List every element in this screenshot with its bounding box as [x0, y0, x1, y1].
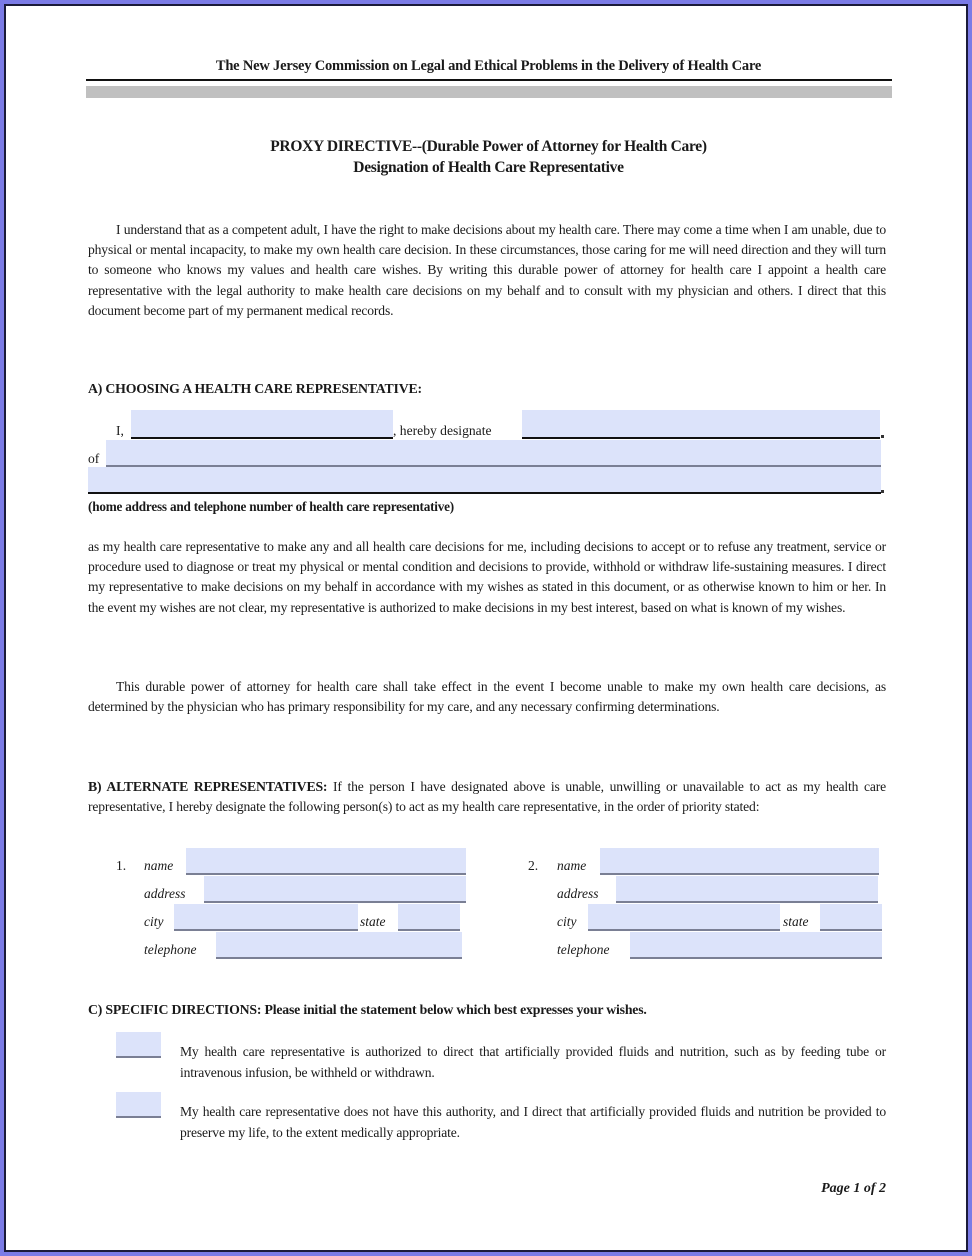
alternate-2-city-field[interactable] [588, 904, 780, 931]
alternate-1-name-label: name [144, 858, 174, 873]
alternate-1-city-field[interactable] [174, 904, 358, 931]
section-c-heading: C) SPECIFIC DIRECTIONS: Please initial the statement below which best expresses your wishes. [88, 1002, 647, 1017]
alternate-1-state-label: state [360, 914, 386, 929]
option-1-text: My health care representative is authorized to direct that artificially provided fluids and nutrition, such as by feeding tube or intravenous infusion, be withheld or withdrawn. [180, 1044, 886, 1080]
page-number: Page 1 of 2 [821, 1181, 886, 1196]
organization-header: The New Jersey Commission on Legal and Ethical Problems in the Delivery of Health Care [215, 58, 762, 74]
authority-paragraph: as my health care representative to make any and all health care decisions for me, including decisions to accept or to refuse any treatment, service or procedure used to diagnose or treat my physical or mental condition and decisions to provide, withhold or withdraw life-sustaining measures. I direct my representative to make decisions on my behalf in accordance with my wishes as stated in this document, or as otherwise known to him or her. In the event my wishes are not clear, my representative is authorized to make decisions in my best interest, based on what is known of my wishes. [88, 539, 886, 615]
label-hereby-designate: , hereby designate [393, 423, 492, 438]
section-b-text: If the person I have designated above is unable, unwilling or unavailable to act as my health care representative, I hereby designate the following person(s) to act as my health care representative, in the order of priority stated: [88, 779, 887, 815]
alternate-1-telephone-field[interactable] [216, 932, 462, 959]
principal-name-field[interactable] [131, 410, 393, 439]
option-2-initials-field[interactable] [116, 1092, 161, 1118]
address-line1-field[interactable] [106, 440, 881, 467]
alternate-2-number: 2. [528, 858, 539, 873]
section-a-heading: A) CHOOSING A HEALTH CARE REPRESENTATIVE: [88, 381, 422, 396]
intro-paragraph: I understand that as a competent adult, I have the right to make decisions about my health care. There may come a time when I am unable, due to physical or mental incapacity, to make my own health care decision. In these circumstances, those caring for me will need direction and they will turn to someone who knows my values and health care wishes. By writing this durable power of attorney for health care I appoint a health care representative with the legal authority to make health care decisions on my behalf and to consult with my physician and others. I direct that this document become part of my permanent medical records. [88, 222, 886, 318]
alternate-2-telephone-field[interactable] [630, 932, 882, 959]
alternate-2-name-field[interactable] [600, 848, 879, 875]
representative-name-field[interactable] [522, 410, 880, 439]
effect-text: This durable power of attorney for health care shall take effect in the event I become unable to make my own health care decisions, as determined by the physician who has primary responsibility for my care, and any necessary confirming determinations. [88, 679, 886, 715]
address-caption: (home address and telephone number of health care representative) [88, 499, 454, 514]
option-2-text: My health care representative does not have this authority, and I direct that artificially provided fluids and nutrition be provided to preserve my life, to the extent medically appropriate. [180, 1104, 886, 1140]
alternate-2-state-field[interactable] [820, 904, 882, 931]
alternate-1-city-label: city [144, 914, 164, 929]
document-subtitle: Designation of Health Care Representative [353, 159, 624, 176]
header-rule [86, 79, 892, 81]
comma-mark [881, 490, 884, 493]
alternate-2-city-label: city [557, 914, 577, 929]
alternate-2-telephone-label: telephone [557, 942, 610, 957]
alternate-1-name-field[interactable] [186, 848, 466, 875]
address-line2-field[interactable] [88, 467, 881, 494]
alternate-1-state-field[interactable] [398, 904, 460, 931]
comma-mark [881, 435, 884, 438]
alternate-1-address-label: address [144, 886, 186, 901]
label-i: I, [116, 423, 124, 438]
alternate-1-telephone-label: telephone [144, 942, 197, 957]
alternate-1-number: 1. [116, 858, 127, 873]
option-1-initials-field[interactable] [116, 1032, 161, 1058]
effect-paragraph [88, 677, 886, 717]
alternate-2-address-label: address [557, 886, 599, 901]
alternate-1-address-field[interactable] [204, 876, 466, 903]
label-of: of [88, 451, 100, 466]
header-band [86, 86, 892, 98]
alternate-2-address-field[interactable] [616, 876, 878, 903]
section-b-heading: B) ALTERNATE REPRESENTATIVES: [88, 779, 328, 794]
section-b-paragraph [88, 777, 886, 817]
alternate-2-name-label: name [557, 858, 587, 873]
alternate-2-state-label: state [783, 914, 809, 929]
document-title: PROXY DIRECTIVE--(Durable Power of Attorney for Health Care) [270, 138, 707, 155]
